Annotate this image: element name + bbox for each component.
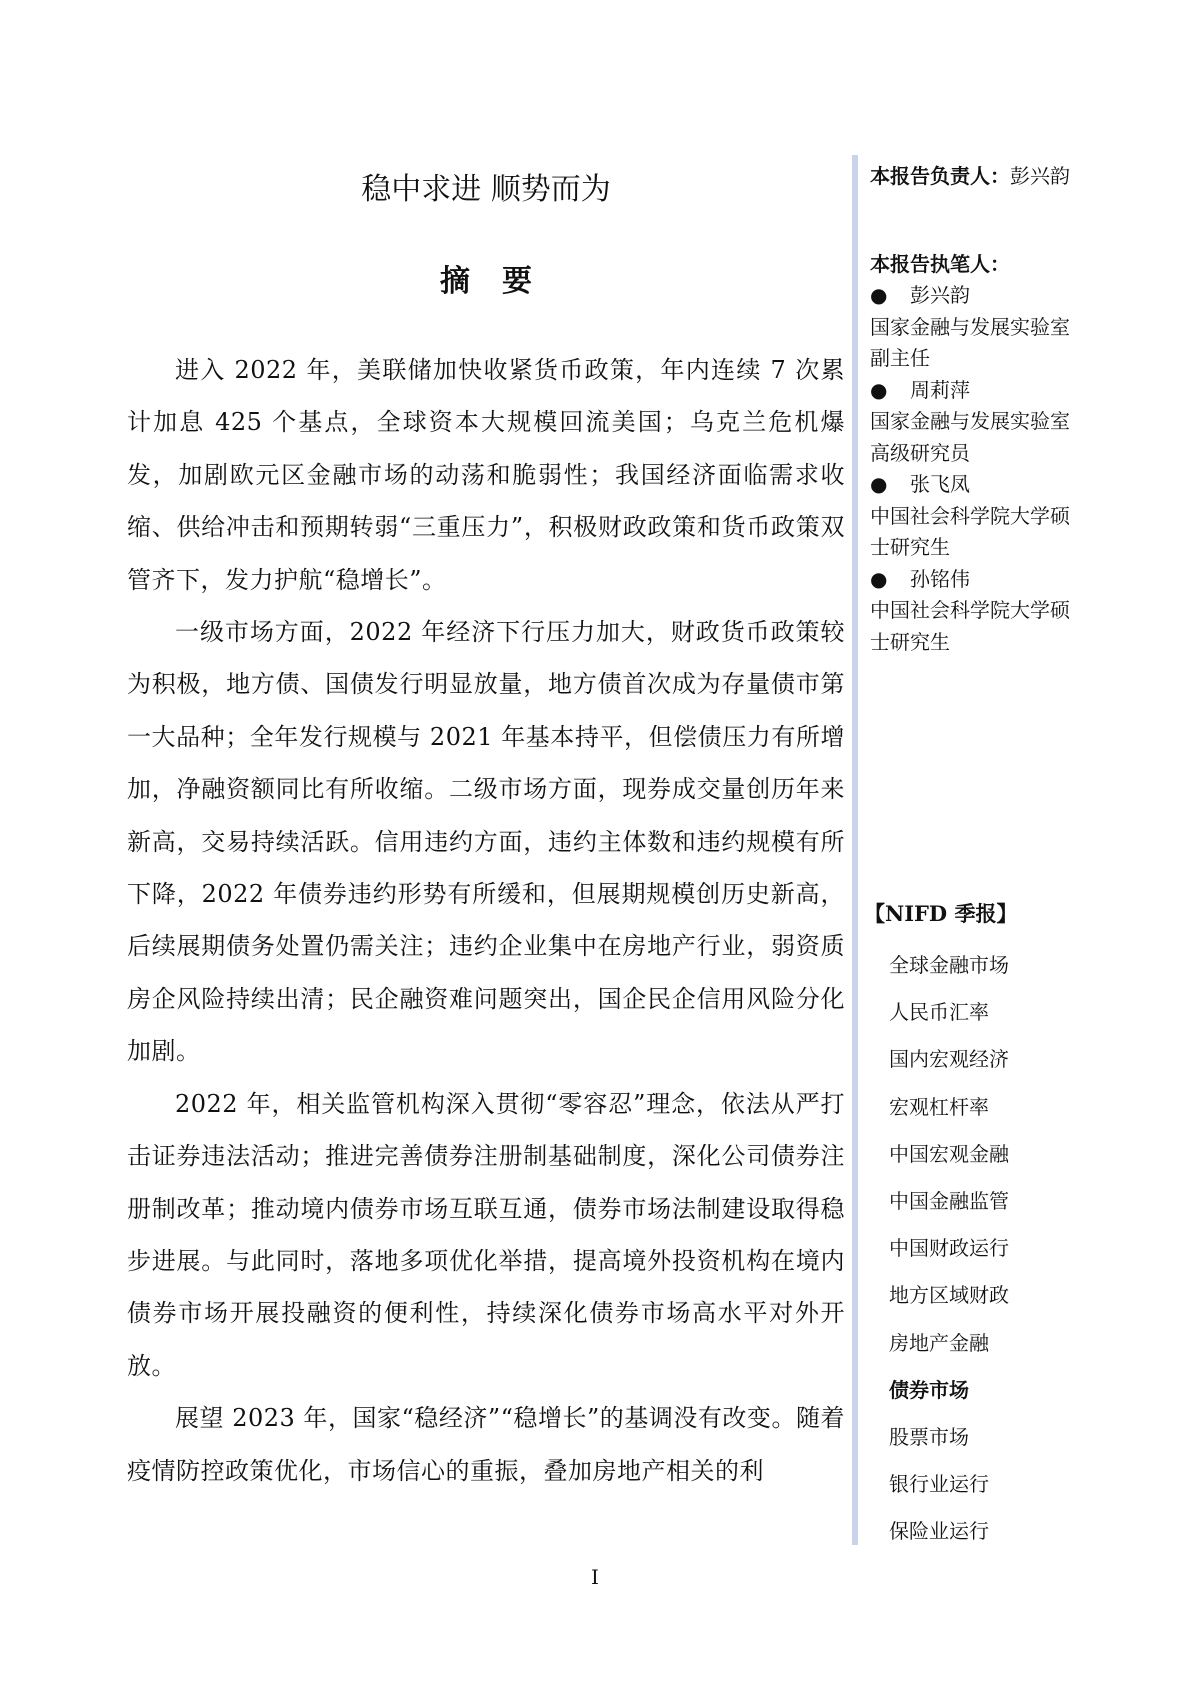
- report-title: 稳中求进 顺势而为: [361, 172, 611, 207]
- author-name: 张飞凤: [910, 472, 970, 496]
- paragraph-2: 一级市场方面，2022 年经济下行压力加大，财政货币政策较为积极，地方债、国债发行明显放量，地方债首次成为存量债市第一大品种；全年发行规模与 2021 年基本持平，但偿债压力有所增加，净融资额同比有所收缩。二级市场方面，现券成交量创历年来新高，交易持续活跃。信用违约方面，违约主体数和违约规模有所下降，2022 年债券违约形势有所缓和，但展期规模创历史新高，后续展期债务处置仍需关注；违约企业集中在房地产行业，弱资质房企风险持续出清；民企融资难问题突出，国企民企信用风险分化加剧。: [127, 618, 845, 1066]
- nifd-item: 股票市场: [889, 1424, 969, 1449]
- nifd-item: 银行业运行: [889, 1472, 989, 1497]
- nifd-item: 房地产金融: [889, 1330, 989, 1355]
- writers-block: [870, 248, 1170, 658]
- bullet-icon: ●: [870, 283, 888, 307]
- bullet-icon: ●: [870, 377, 888, 402]
- nifd-item: 保险业运行: [889, 1519, 989, 1544]
- author-name: 周莉萍: [910, 377, 970, 402]
- sidebar: [870, 160, 1170, 658]
- author-name: 孙铭伟: [910, 566, 970, 591]
- paragraph-3: 2022 年，相关监管机构深入贯彻“零容忍”理念，依法从严打击证券违法活动；推进完善债券注册制基础制度，深化公司债券注册制改革；推动境内债券市场互联互通，债券市场法制建设取得稳步进展。与此同时，落地多项优化举措，提高境外投资机构在境内债券市场开展投融资的便利性，持续深化债券市场高水平对外开放。: [127, 1089, 845, 1380]
- author-affiliation: 国家金融与发展实验室: [870, 409, 1070, 433]
- page-number: I: [591, 1565, 599, 1589]
- main-content: [127, 150, 845, 1497]
- nifd-item: 国内宏观经济: [889, 1047, 1009, 1072]
- nifd-item: 全球金融市场: [889, 953, 1009, 977]
- nifd-title: 【NIFD 季报】: [864, 901, 1018, 926]
- author-entry: [870, 280, 1170, 312]
- nifd-list: [864, 942, 1164, 1555]
- author-affiliation: 中国社会科学院大学硕: [870, 503, 1070, 528]
- bullet-icon: ●: [870, 566, 888, 591]
- author-title: 副主任: [870, 346, 930, 370]
- author-title: 士研究生: [870, 629, 950, 654]
- author-affiliation: 国家金融与发展实验室: [870, 314, 1070, 339]
- nifd-item: 中国财政运行: [889, 1236, 1009, 1261]
- paragraph-4: 展望 2023 年，国家“稳经济”“稳增长”的基调没有改变。随着疫情防控政策优化，市场信心的重振，叠加房地产相关的利: [127, 1404, 845, 1485]
- sidebar-divider: [852, 155, 858, 1545]
- nifd-item: 地方区域财政: [889, 1283, 1009, 1308]
- writers-label: 本报告执笔人：: [870, 252, 1010, 276]
- author-affiliation: 中国社会科学院大学硕: [870, 598, 1070, 622]
- responsible-name: 彭兴韵: [1010, 164, 1070, 188]
- abstract-heading: 摘要: [440, 264, 564, 299]
- nifd-item: 中国金融监管: [889, 1188, 1009, 1213]
- responsible-label: 本报告负责人：: [870, 164, 1010, 188]
- nifd-item: 人民币汇率: [889, 1000, 989, 1025]
- author-entry: [870, 564, 1170, 596]
- author-entry: [870, 469, 1170, 501]
- nifd-item-active: 债券市场: [889, 1377, 969, 1402]
- author-entry: [870, 375, 1170, 407]
- nifd-series-panel: [864, 898, 1164, 1555]
- author-name: 彭兴韵: [910, 283, 970, 307]
- nifd-item: 中国宏观金融: [889, 1141, 1009, 1166]
- paragraph-1: 进入 2022 年，美联储加快收紧货币政策，年内连续 7 次累计加息 425 个基点，全球资本大规模回流美国；乌克兰危机爆发，加剧欧元区金融市场的动荡和脆弱性；我国经济面临需求收缩、供给冲击和预期转弱“三重压力”，积极财政政策和货币政策双管齐下，发力护航“稳增长”。: [127, 356, 845, 594]
- nifd-item: 宏观杠杆率: [889, 1094, 989, 1119]
- bullet-icon: ●: [870, 472, 888, 496]
- responsible-line: [870, 160, 1170, 192]
- author-title: 高级研究员: [870, 440, 970, 465]
- abstract-body: [127, 344, 845, 1497]
- author-title: 士研究生: [870, 535, 950, 559]
